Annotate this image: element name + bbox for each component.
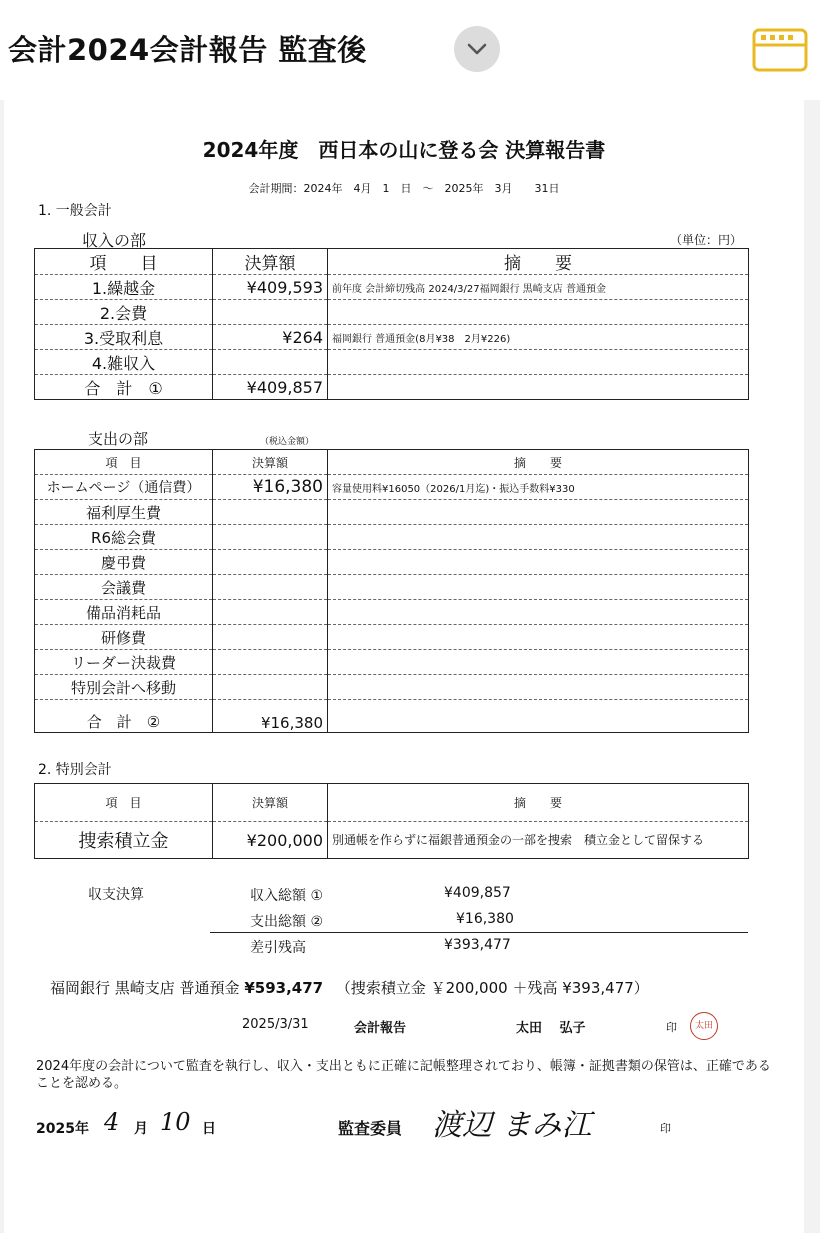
table-row <box>35 600 749 625</box>
seal-mark: 印 <box>666 1021 677 1034</box>
header-note: 摘 要 <box>328 450 749 475</box>
audit-date-month: 4 <box>104 1108 120 1136</box>
income-amount: ¥409,593 <box>213 275 328 300</box>
expense-note <box>328 575 749 600</box>
report-label: 会計報告 <box>354 1021 407 1036</box>
special-item: 捜索積立金 <box>35 822 213 859</box>
audit-date-month-label: 月 <box>134 1121 148 1137</box>
accounting-period: 会計期間：2024年 4月 1 日 〜 2025年 3月 31日 <box>248 182 560 195</box>
auditor-signature: 渡辺 まみ江 <box>432 1108 592 1143</box>
bank-balance-line <box>50 977 649 998</box>
table-row <box>35 500 749 525</box>
expense-total-note <box>328 700 749 733</box>
header-item: 項 目 <box>35 784 213 822</box>
expense-amount <box>213 550 328 575</box>
header-amount: 決算額 <box>213 784 328 822</box>
header-note: 摘 要 <box>328 784 749 822</box>
table-row <box>35 275 749 300</box>
expense-amount <box>213 525 328 550</box>
audit-statement: 2024年度の会計について監査を執行し、収入・支出ともに正確に記帳整理されており、帳簿・証拠書類の保管は、正確であることを認める。 <box>36 1059 771 1091</box>
chevron-down-icon <box>466 42 488 56</box>
expense-item: 特別会計へ移動 <box>35 675 213 700</box>
expense-note <box>328 675 749 700</box>
income-item: 1.繰越金 <box>35 275 213 300</box>
income-note: 前年度 会計締切残高 2024/3/27福岡銀行 黒崎支店 普通預金 <box>328 275 749 300</box>
income-total-amount: ¥409,857 <box>213 375 328 400</box>
report-date: 2025/3/31 <box>242 1017 309 1032</box>
income-item: 3.受取利息 <box>35 325 213 350</box>
expense-total-amount: ¥16,380 <box>213 700 328 733</box>
income-note <box>328 300 749 325</box>
expense-item: 研修費 <box>35 625 213 650</box>
income-note <box>328 350 749 375</box>
income-total-label: 収入総額 ① <box>250 888 324 904</box>
expense-heading: 支出の部 <box>88 430 149 448</box>
unit-note: （単位：円） <box>670 233 743 247</box>
report-title: 2024年度 西日本の山に登る会 決算報告書 <box>202 138 606 162</box>
header-item: 項 目 <box>35 249 213 275</box>
audit-date-day: 10 <box>160 1108 191 1136</box>
expense-note: 容量使用料¥16050（2026/1月迄)・振込手数料¥330 <box>328 475 749 500</box>
table-row <box>35 625 749 650</box>
expense-note <box>328 550 749 575</box>
expense-total-row <box>35 700 749 733</box>
report-document <box>4 100 804 1233</box>
summary-divider <box>210 932 748 933</box>
income-note: 福岡銀行 普通預金(8月¥38 2月¥226) <box>328 325 749 350</box>
income-amount <box>213 300 328 325</box>
expense-table <box>34 449 749 733</box>
expense-amount <box>213 575 328 600</box>
card-icon <box>752 28 808 72</box>
income-item: 2.会費 <box>35 300 213 325</box>
auditor-label: 監査委員 <box>338 1119 403 1138</box>
expense-total-value: ¥16,380 <box>456 911 514 927</box>
special-header-row <box>35 784 749 822</box>
expand-button[interactable] <box>454 26 500 72</box>
expense-item: 備品消耗品 <box>35 600 213 625</box>
expense-item: ホームページ（通信費） <box>35 475 213 500</box>
income-amount <box>213 350 328 375</box>
table-row <box>35 575 749 600</box>
page-title: 会計2024会計報告 監査後 <box>8 33 367 67</box>
menu-button[interactable] <box>752 28 808 72</box>
table-row <box>35 325 749 350</box>
header-amount: 決算額 <box>213 249 328 275</box>
table-row <box>35 300 749 325</box>
bank-breakdown: （捜索積立金 ￥200,000 ＋残高 ¥393,477） <box>335 979 649 997</box>
income-amount: ¥264 <box>213 325 328 350</box>
table-row <box>35 822 749 859</box>
table-row <box>35 350 749 375</box>
special-section-heading: 2. 特別会計 <box>38 762 112 778</box>
income-total-note <box>328 375 749 400</box>
special-note: 別通帳を作らずに福銀普通預金の一部を捜索 積立金として留保する <box>328 822 749 859</box>
audit-date-day-label: 日 <box>202 1121 216 1137</box>
income-header-row <box>35 249 749 275</box>
header-item: 項 目 <box>35 450 213 475</box>
expense-amount <box>213 650 328 675</box>
expense-item: R6総会費 <box>35 525 213 550</box>
table-row <box>35 650 749 675</box>
app-bar <box>0 0 820 100</box>
special-table <box>34 783 749 859</box>
special-amount: ¥200,000 <box>213 822 328 859</box>
audit-date-year: 2025年 <box>36 1121 89 1137</box>
expense-note <box>328 600 749 625</box>
expense-header-row <box>35 450 749 475</box>
general-section-heading: 1. 一般会計 <box>38 203 112 219</box>
income-total-row <box>35 375 749 400</box>
treasurer-seal: 太田 <box>690 1012 718 1040</box>
income-item: 4.雑収入 <box>35 350 213 375</box>
summary-label: 収支決算 <box>88 887 144 903</box>
expense-note <box>328 525 749 550</box>
expense-amount: ¥16,380 <box>213 475 328 500</box>
expense-amount <box>213 625 328 650</box>
expense-item: リーダー決裁費 <box>35 650 213 675</box>
tax-note: （税込金額） <box>260 437 315 447</box>
table-row <box>35 525 749 550</box>
income-table <box>34 248 749 400</box>
balance-value: ¥393,477 <box>444 937 511 953</box>
expense-item: 福利厚生費 <box>35 500 213 525</box>
expense-item: 会議費 <box>35 575 213 600</box>
header-note: 摘 要 <box>328 249 749 275</box>
expense-note <box>328 650 749 675</box>
expense-note <box>328 625 749 650</box>
expense-note <box>328 500 749 525</box>
table-row <box>35 550 749 575</box>
expense-total-label: 合 計 ② <box>35 700 213 733</box>
table-row <box>35 675 749 700</box>
expense-item: 慶弔費 <box>35 550 213 575</box>
expense-total-label: 支出総額 ② <box>250 914 324 930</box>
treasurer-name: 太田 弘子 <box>516 1021 586 1036</box>
table-row <box>35 475 749 500</box>
income-heading: 収入の部 <box>82 231 147 250</box>
bank-name: 福岡銀行 黒崎支店 普通預金 <box>50 979 240 997</box>
expense-amount <box>213 675 328 700</box>
header-amount: 決算額 <box>213 450 328 475</box>
balance-label: 差引残高 <box>250 940 306 956</box>
auditor-seal: 印 <box>660 1122 671 1135</box>
income-total-value: ¥409,857 <box>444 885 511 901</box>
bank-amount: ¥593,477 <box>244 979 324 997</box>
expense-amount <box>213 500 328 525</box>
income-total-label: 合 計 ① <box>35 375 213 400</box>
expense-amount <box>213 600 328 625</box>
